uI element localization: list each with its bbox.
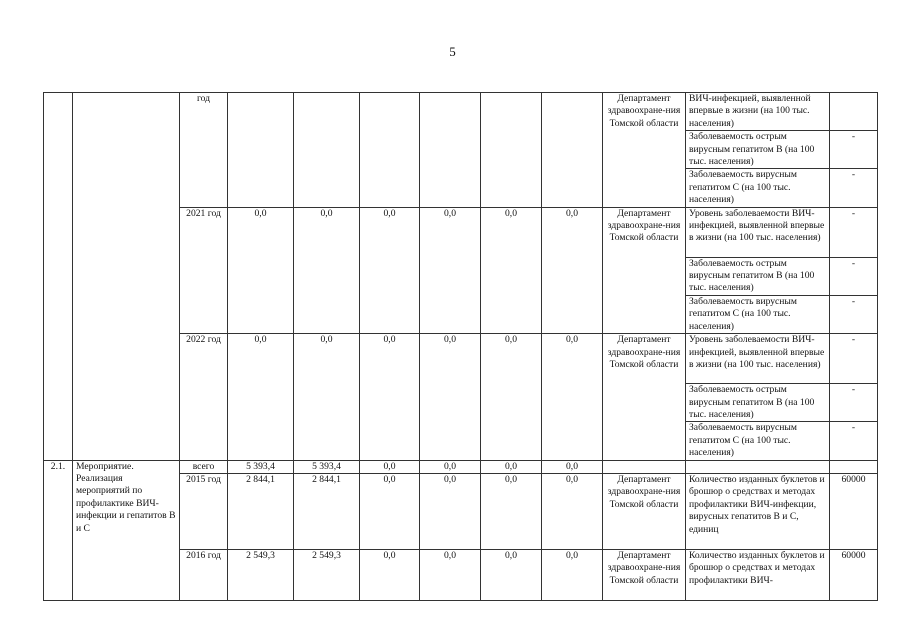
amount-cell: 0,0 [294, 334, 360, 460]
amount-cell: 2 549,3 [228, 549, 294, 600]
year-cell: год [180, 93, 228, 208]
amount-cell: 2 549,3 [294, 549, 360, 600]
amount-cell: 0,0 [542, 473, 603, 549]
amount-cell: 0,0 [228, 334, 294, 460]
amount-cell: 0,0 [294, 207, 360, 333]
responsible-cell: Департамент здравоохране-ния Томской области [603, 334, 686, 460]
indicator-cell: Заболеваемость вирусным гепатитом С (на 100 тыс. населения) [686, 295, 830, 333]
indicator-cell: Заболеваемость вирусным гепатитом С (на 100 тыс. населения) [686, 169, 830, 207]
value-cell [830, 460, 878, 473]
amount-cell [360, 93, 420, 208]
amount-cell [420, 93, 481, 208]
indicator-cell: Заболеваемость вирусным гепатитом С (на 100 тыс. населения) [686, 422, 830, 460]
year-cell: всего [180, 460, 228, 473]
amount-cell: 0,0 [481, 460, 542, 473]
event-name-cell [73, 93, 180, 461]
value-cell: 60000 [830, 549, 878, 600]
value-cell: - [830, 257, 878, 295]
indicator-cell: Количество изданных буклетов и брошюр о средствах и методах профилактики ВИЧ- [686, 549, 830, 600]
indicator-cell: Количество изданных буклетов и брошюр о средствах и методах профилактики ВИЧ-инфекции, вирусных гепатитов В и С, единиц [686, 473, 830, 549]
indicator-cell: Уровень заболеваемости ВИЧ-инфекцией, выявленной впервые в жизни (на 100 тыс. населения) [686, 334, 830, 384]
amount-cell: 0,0 [542, 460, 603, 473]
amount-cell [481, 93, 542, 208]
number-cell [44, 93, 73, 461]
amount-cell: 0,0 [420, 334, 481, 460]
number-cell: 2.1. [44, 460, 73, 600]
event-name-cell: Мероприятие. Реализация мероприятий по профилактике ВИЧ-инфекции и гепатитов В и С [73, 460, 180, 600]
indicator-cell: Заболеваемость острым вирусным гепатитом В (на 100 тыс. населения) [686, 384, 830, 422]
amount-cell: 0,0 [228, 207, 294, 333]
amount-cell: 0,0 [360, 207, 420, 333]
table-row [44, 93, 878, 131]
amount-cell: 0,0 [360, 460, 420, 473]
amount-cell: 0,0 [420, 473, 481, 549]
table-row [44, 460, 878, 473]
amount-cell [294, 93, 360, 208]
responsible-cell: Департамент здравоохране-ния Томской области [603, 93, 686, 208]
responsible-cell: Департамент здравоохране-ния Томской области [603, 549, 686, 600]
amount-cell: 0,0 [360, 549, 420, 600]
amount-cell [228, 93, 294, 208]
year-cell: 2021 год [180, 207, 228, 333]
amount-cell: 0,0 [481, 207, 542, 333]
amount-cell [542, 93, 603, 208]
amount-cell: 0,0 [542, 549, 603, 600]
indicator-cell: Уровень заболеваемости ВИЧ-инфекцией, выявленной впервые в жизни (на 100 тыс. населения) [686, 207, 830, 257]
value-cell: - [830, 169, 878, 207]
year-cell: 2015 год [180, 473, 228, 549]
value-cell [830, 93, 878, 131]
amount-cell: 0,0 [420, 460, 481, 473]
amount-cell: 0,0 [542, 207, 603, 333]
value-cell: - [830, 131, 878, 169]
amount-cell: 5 393,4 [294, 460, 360, 473]
indicator-cell: Заболеваемость острым вирусным гепатитом В (на 100 тыс. населения) [686, 131, 830, 169]
amount-cell: 0,0 [481, 473, 542, 549]
amount-cell: 2 844,1 [228, 473, 294, 549]
amount-cell: 0,0 [420, 549, 481, 600]
value-cell: 60000 [830, 473, 878, 549]
value-cell: - [830, 207, 878, 257]
program-table [43, 92, 878, 601]
amount-cell: 0,0 [481, 549, 542, 600]
amount-cell: 0,0 [481, 334, 542, 460]
responsible-cell: Департамент здравоохране-ния Томской области [603, 473, 686, 549]
responsible-cell: Департамент здравоохране-ния Томской области [603, 207, 686, 333]
amount-cell: 0,0 [420, 207, 481, 333]
amount-cell: 0,0 [360, 334, 420, 460]
amount-cell: 0,0 [360, 473, 420, 549]
amount-cell: 2 844,1 [294, 473, 360, 549]
value-cell: - [830, 422, 878, 460]
amount-cell: 0,0 [542, 334, 603, 460]
indicator-cell [686, 460, 830, 473]
indicator-cell: ВИЧ-инфекцией, выявленной впервые в жизни (на 100 тыс. населения) [686, 93, 830, 131]
responsible-cell [603, 460, 686, 473]
year-cell: 2022 год [180, 334, 228, 460]
value-cell: - [830, 384, 878, 422]
amount-cell: 5 393,4 [228, 460, 294, 473]
indicator-cell: Заболеваемость острым вирусным гепатитом В (на 100 тыс. населения) [686, 257, 830, 295]
value-cell: - [830, 334, 878, 384]
value-cell: - [830, 295, 878, 333]
year-cell: 2016 год [180, 549, 228, 600]
page-number: 5 [449, 44, 456, 59]
